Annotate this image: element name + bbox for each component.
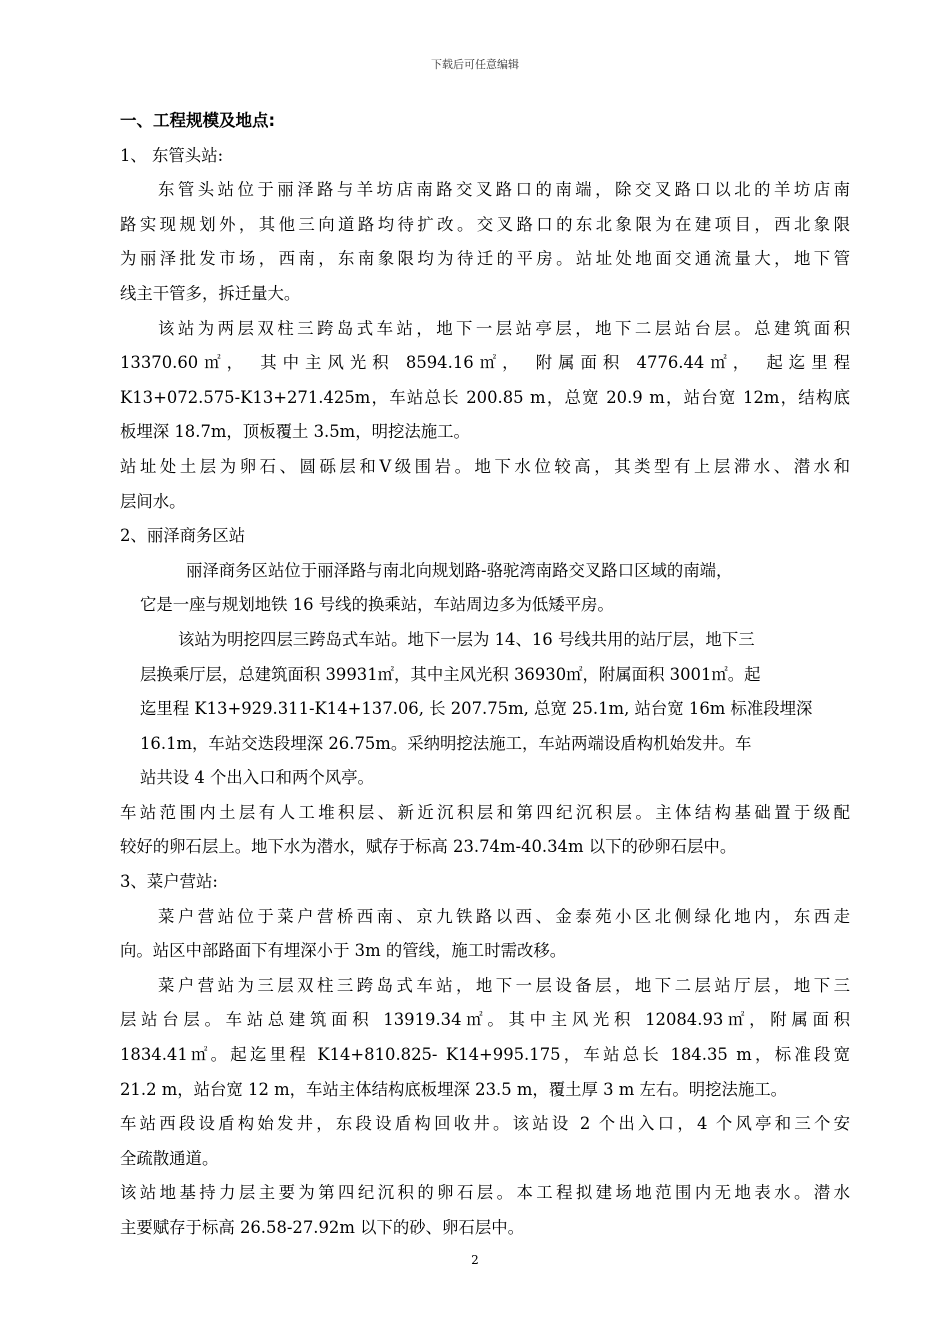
text-line: 菜户营站位于菜户营桥西南、京九铁路以西、金泰苑小区北侧绿化地内，东西走 <box>158 906 850 926</box>
text-line: 1834.41㎡。起迄里程 K14+810.825- K14+995.175，车站总长 184.35 m，标准段宽 <box>120 1045 850 1065</box>
text-line: 2、丽泽商务区站 <box>120 526 246 546</box>
text-line: 路实现规划外，其他三向道路均待扩改。交叉路口的东北象限为在建项目，西北象限 <box>120 214 850 234</box>
text-line: 全疏散通道。 <box>120 1148 219 1168</box>
text-line: 较好的卵石层上。地下水为潜水，赋存于标高 23.74m-40.34m 以下的砂卵石层中。 <box>120 837 737 857</box>
text-line: 东管头站位于丽泽路与羊坊店南路交叉路口的南端，除交叉路口以北的羊坊店南 <box>158 180 850 200</box>
text-line: 迄里程 K13+929.311-K14+137.06, 长 207.75m, 总宽 25.1m, 站台宽 16m 标准段埋深 <box>140 699 813 719</box>
section-heading: 一、工程规模及地点: <box>120 111 276 130</box>
text-line: 为丽泽批发市场，西南，东南象限均为待迁的平房。站址处地面交通流量大，地下管 <box>120 249 850 269</box>
text-line: 3、菜户营站: <box>120 872 218 892</box>
page-number: 2 <box>471 1253 479 1267</box>
page-header: 下载后可任意编辑 <box>431 58 519 71</box>
text-line: 该站为两层双柱三跨岛式车站，地下一层站亭层，地下二层站台层。总建筑面积 <box>158 318 850 338</box>
text-line: 站共设 4 个出入口和两个风亭。 <box>140 768 374 788</box>
text-line: 车站范围内土层有人工堆积层、新近沉积层和第四纪沉积层。主体结构基础置于级配 <box>120 802 850 822</box>
text-line: 丽泽商务区站位于丽泽路与南北向规划路-骆驼湾南路交叉路口区域的南端， <box>186 560 733 580</box>
text-line: 层换乘厅层，总建筑面积 39931㎡，其中主风光积 36930㎡，附属面积 3001㎡。起 <box>140 664 761 684</box>
text-line: 主要赋存于标高 26.58-27.92m 以下的砂、卵石层中。 <box>120 1218 524 1237</box>
text-line: 16.1m，车站交迭段埋深 26.75m。采纳明挖法施工，车站两端设盾构机始发井。车 <box>140 733 752 753</box>
text-line: 层间水。 <box>120 491 186 511</box>
text-line: 站址处土层为卵石、圆砾层和Ⅴ级围岩。地下水位较高，其类型有上层滞水、潜水和 <box>120 456 850 476</box>
text-line: 21.2 m，站台宽 12 m，车站主体结构底板埋深 23.5 m，覆土厚 3 m 左右。明挖法施工。 <box>120 1079 788 1099</box>
text-line: 车站西段设盾构始发井，东段设盾构回收井。该站设 2 个出入口，4 个风亭和三个安 <box>120 1114 850 1134</box>
text-line: 板埋深 18.7m，顶板覆土 3.5m，明挖法施工。 <box>120 422 470 442</box>
text-line: 线主干管多，拆迁量大。 <box>120 283 301 303</box>
text-line: 菜户营站为三层双柱三跨岛式车站，地下一层设备层，地下二层站厅层，地下三 <box>158 975 850 995</box>
text-line: 层站台层。车站总建筑面积 13919.34㎡。其中主风光积 12084.93㎡，附属面积 <box>120 1010 850 1030</box>
text-line: 1、 东管头站: <box>120 145 224 165</box>
text-line: 向。站区中部路面下有埋深小于 3m 的管线，施工时需改移。 <box>120 941 567 961</box>
text-line: 该站为明挖四层三跨岛式车站。地下一层为 14、16 号线共用的站厅层，地下三 <box>178 629 755 649</box>
text-line: 它是一座与规划地铁 16 号线的换乘站，车站周边多为低矮平房。 <box>140 595 614 615</box>
text-line: 13370.60㎡， 其中主风光积 8594.16㎡， 附属面积 4776.44㎡， 起迄里程 <box>120 353 850 373</box>
text-line: 该站地基持力层主要为第四纪沉积的卵石层。本工程拟建场地范围内无地表水。潜水 <box>120 1183 850 1203</box>
text-line: K13+072.575-K13+271.425m，车站总长 200.85 m，总宽 20.9 m，站台宽 12m，结构底 <box>120 387 850 407</box>
body-text <box>120 104 850 1246</box>
